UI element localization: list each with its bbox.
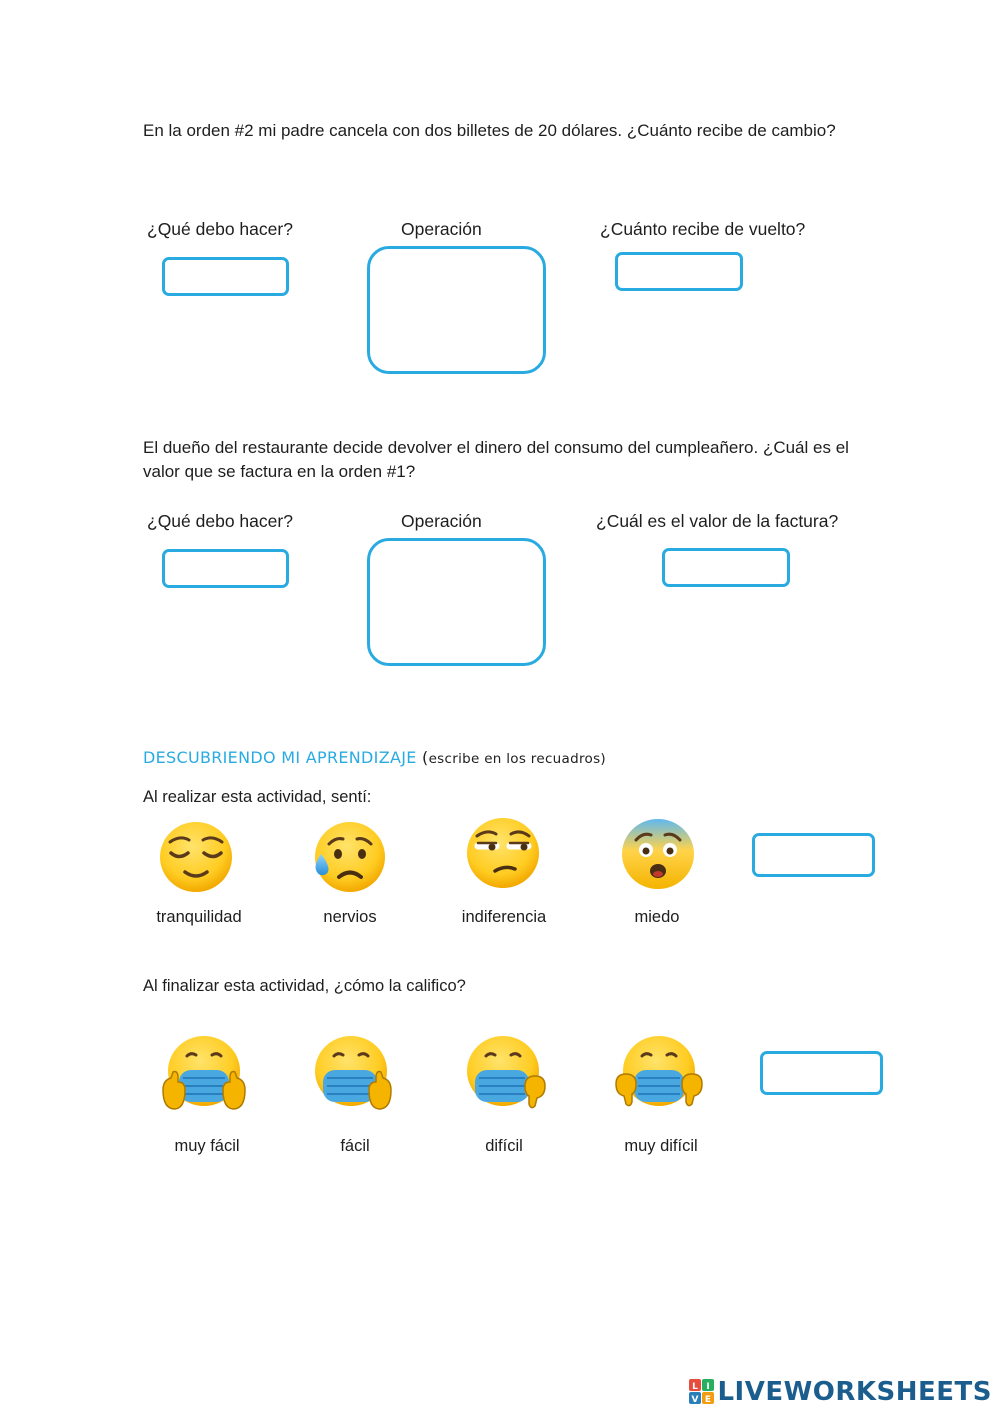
section-paren: ( bbox=[422, 748, 429, 767]
q2-what-label: ¿Qué debo hacer? bbox=[147, 511, 293, 531]
q1-answer-input[interactable] bbox=[615, 252, 743, 291]
section-title bbox=[143, 748, 606, 767]
feeling-label-indiferencia: indiferencia bbox=[461, 908, 547, 926]
liveworksheets-logo bbox=[689, 1377, 992, 1407]
rating-label-muy-facil: muy fácil bbox=[174, 1137, 240, 1155]
mask-thumb-down-icon[interactable] bbox=[465, 1034, 549, 1116]
mask-two-thumbs-down-icon[interactable] bbox=[612, 1034, 706, 1116]
question-2-text: El dueño del restaurante decide devolver el dinero del consumo del cumpleañero. ¿Cuál es el valor que se factura en la orden #1? bbox=[143, 438, 849, 481]
q1-answer-label: ¿Cuánto recibe de vuelto? bbox=[600, 219, 806, 239]
q1-operation-label: Operación bbox=[401, 219, 482, 239]
q1-what-label: ¿Qué debo hacer? bbox=[147, 219, 293, 239]
unamused-face-icon[interactable] bbox=[465, 816, 541, 890]
mask-two-thumbs-up-icon[interactable] bbox=[157, 1034, 251, 1116]
relieved-face-icon[interactable] bbox=[158, 820, 234, 894]
liveworksheets-logo-text: LIVEWORKSHEETS bbox=[717, 1377, 992, 1407]
feeling-label-miedo: miedo bbox=[634, 908, 680, 926]
q2-operation-label: Operación bbox=[401, 511, 482, 531]
rating-label-muy-dificil: muy difícil bbox=[624, 1137, 698, 1155]
q1-operation-input[interactable] bbox=[367, 246, 546, 374]
live-badge-icon bbox=[689, 1379, 715, 1405]
rating-label-facil: fácil bbox=[340, 1137, 370, 1155]
rating-label-dificil: difícil bbox=[485, 1137, 523, 1155]
rating-input[interactable] bbox=[760, 1051, 883, 1095]
badge-letter-i: I bbox=[706, 1382, 711, 1392]
feelings-prompt: Al realizar esta actividad, sentí: bbox=[143, 788, 372, 806]
badge-letter-e: E bbox=[705, 1395, 712, 1405]
q2-operation-input[interactable] bbox=[367, 538, 546, 666]
q2-what-input[interactable] bbox=[162, 549, 289, 588]
section-note: escribe en los recuadros) bbox=[428, 751, 606, 767]
q2-answer-input[interactable] bbox=[662, 548, 790, 587]
mask-thumb-up-icon[interactable] bbox=[311, 1034, 395, 1116]
anxious-face-icon[interactable] bbox=[620, 817, 696, 891]
badge-letter-l: L bbox=[692, 1382, 699, 1392]
q2-answer-label: ¿Cuál es el valor de la factura? bbox=[596, 511, 839, 531]
sad-sweat-face-icon[interactable] bbox=[311, 820, 387, 894]
badge-letter-v: V bbox=[691, 1395, 699, 1405]
feeling-label-nervios: nervios bbox=[323, 908, 377, 926]
question-1-text: En la orden #2 mi padre cancela con dos billetes de 20 dólares. ¿Cuánto recibe de cambio? bbox=[143, 121, 836, 140]
feelings-input[interactable] bbox=[752, 833, 875, 877]
rating-prompt: Al finalizar esta actividad, ¿cómo la califico? bbox=[143, 977, 466, 995]
q1-what-input[interactable] bbox=[162, 257, 289, 296]
feeling-label-tranquilidad: tranquilidad bbox=[156, 908, 242, 926]
section-title-text: DESCUBRIENDO MI APRENDIZAJE bbox=[143, 748, 417, 767]
